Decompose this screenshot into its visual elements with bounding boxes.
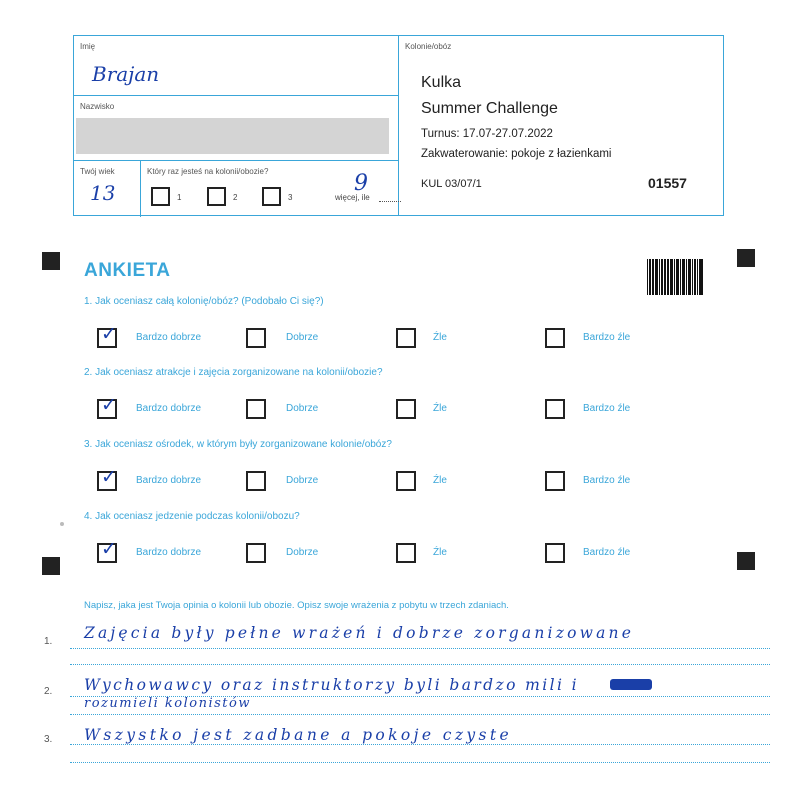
q1-option-2-label: Dobrze — [286, 332, 319, 343]
q1-option-3-label: Źle — [433, 332, 447, 343]
q2-option-1-label: Bardzo dobrze — [136, 403, 202, 414]
q2-option-3-checkbox[interactable] — [396, 399, 416, 419]
barcode-bar — [680, 259, 681, 295]
q1-option-1-label: Bardzo dobrze — [136, 332, 202, 343]
barcode-bar — [649, 259, 651, 295]
barcode-bar — [665, 259, 666, 295]
q1-option-4-label: Bardzo źle — [583, 332, 631, 343]
camp-label: Kolonie/obóz — [405, 42, 452, 51]
answer-text-2b[interactable]: rozumieli kolonistów — [84, 696, 251, 711]
registration-marker-bottom-left — [42, 557, 60, 575]
question-4-text: 4. Jak oceniasz jedzenie podczas kolonii/obozu? — [84, 511, 300, 522]
opinion-prompt: Napisz, jaka jest Twoja opinia o kolonii lub obozie. Opisz swoje wrażenia z pobytu w trzech zdaniach. — [84, 600, 509, 611]
q4-option-2-label: Dobrze — [286, 547, 319, 558]
count-checkbox-2[interactable] — [207, 187, 226, 206]
q4-option-4-checkbox[interactable] — [545, 543, 565, 563]
more-label: więcej, ile — [335, 193, 370, 202]
answer-line-2b — [70, 714, 770, 715]
barcode-bar — [677, 259, 679, 295]
camp-info-section — [399, 36, 723, 215]
q1-option-3-checkbox[interactable] — [396, 328, 416, 348]
barcode-bar — [664, 259, 665, 295]
barcode-bar — [653, 259, 654, 295]
age-value[interactable]: 13 — [90, 181, 116, 205]
camp-name: Kulka — [421, 74, 462, 91]
count-option-3-label: 3 — [288, 193, 293, 202]
answer-text-2[interactable]: Wychowawcy oraz instruktorzy byli bardzo mili i — [84, 676, 579, 694]
registration-marker-top-left — [42, 252, 60, 270]
survey-title: ANKIETA — [84, 260, 171, 281]
last-name-label: Nazwisko — [80, 102, 115, 111]
q1-option-4-checkbox[interactable] — [545, 328, 565, 348]
q4-option-4-label: Bardzo źle — [583, 547, 631, 558]
q1-option-1-checkbox[interactable] — [97, 323, 117, 348]
scan-speck — [60, 522, 64, 526]
barcode-bar — [655, 259, 658, 295]
q4-option-1-checkbox[interactable] — [97, 538, 117, 563]
barcode-bar — [700, 259, 703, 295]
q3-option-3-checkbox[interactable] — [396, 471, 416, 491]
q3-option-2-checkbox[interactable] — [246, 471, 266, 491]
q1-option-2-checkbox[interactable] — [246, 328, 266, 348]
personal-info-section — [74, 36, 399, 215]
q3-option-4-checkbox[interactable] — [545, 471, 565, 491]
accommodation-info: Zakwaterowanie: pokoje z łazienkami — [421, 148, 612, 160]
check-mark-icon: ✓ — [101, 466, 117, 488]
header-box — [73, 35, 724, 216]
registration-marker-top-right — [737, 249, 755, 267]
line-number-2: 2. — [44, 686, 53, 697]
barcode-bar — [692, 259, 693, 295]
q4-option-2-checkbox[interactable] — [246, 543, 266, 563]
barcode-bar — [652, 259, 653, 295]
age-cell — [74, 160, 141, 217]
barcode-bar — [688, 259, 689, 295]
barcode-bar — [682, 259, 685, 295]
barcode-bar — [670, 259, 673, 295]
q2-option-4-checkbox[interactable] — [545, 399, 565, 419]
question-1-text: 1. Jak oceniasz całą kolonię/obóz? (Podobało Ci się?) — [84, 296, 324, 307]
question-2-text: 2. Jak oceniasz atrakcje i zajęcia zorganizowane na kolonii/obozie? — [84, 367, 383, 378]
visit-count-cell — [141, 160, 399, 217]
barcode-bar — [661, 259, 663, 295]
age-label: Twój wiek — [80, 167, 115, 176]
first-name-label: Imię — [80, 42, 96, 51]
q2-option-3-label: Źle — [433, 403, 447, 414]
first-name-cell — [74, 36, 398, 96]
q3-option-3-label: Źle — [433, 475, 447, 486]
answer-line-3 — [70, 744, 770, 745]
more-value[interactable]: 9 — [354, 171, 368, 196]
registration-marker-bottom-right — [737, 552, 755, 570]
barcode — [647, 259, 703, 295]
barcode-bar — [667, 259, 669, 295]
q4-option-1-label: Bardzo dobrze — [136, 547, 202, 558]
barcode-bar — [686, 259, 687, 295]
q2-option-4-label: Bardzo źle — [583, 403, 631, 414]
last-name-redaction — [76, 118, 389, 154]
crossed-out-word — [610, 679, 652, 690]
line-number-1: 1. — [44, 636, 53, 647]
barcode-bar — [699, 259, 700, 295]
line-number-3: 3. — [44, 734, 53, 745]
answer-text-3[interactable]: Wszystko jest zadbane a pokoje czyste — [84, 726, 513, 744]
more-dotted-line — [379, 201, 401, 202]
check-mark-icon: ✓ — [101, 323, 117, 345]
visit-count-label: Który raz jesteś na kolonii/obozie? — [147, 167, 269, 176]
barcode-bar — [697, 259, 698, 295]
count-option-1-label: 1 — [177, 193, 182, 202]
count-checkbox-3[interactable] — [262, 187, 281, 206]
q2-option-1-checkbox[interactable] — [97, 394, 117, 419]
answer-line-1b — [70, 664, 770, 665]
check-mark-icon: ✓ — [101, 538, 117, 560]
count-checkbox-1[interactable] — [151, 187, 170, 206]
count-option-2-label: 2 — [233, 193, 238, 202]
q4-option-3-label: Źle — [433, 547, 447, 558]
barcode-bar — [694, 259, 696, 295]
camp-subtitle: Summer Challenge — [421, 100, 558, 117]
q2-option-2-checkbox[interactable] — [246, 399, 266, 419]
check-mark-icon: ✓ — [101, 394, 117, 416]
barcode-bar — [659, 259, 660, 295]
first-name-value[interactable]: Brajan — [92, 62, 160, 86]
form-number: 01557 — [648, 175, 687, 191]
answer-line-3b — [70, 762, 770, 763]
q4-option-3-checkbox[interactable] — [396, 543, 416, 563]
q3-option-4-label: Bardzo źle — [583, 475, 631, 486]
q3-option-2-label: Dobrze — [286, 475, 319, 486]
q3-option-1-checkbox[interactable] — [97, 466, 117, 491]
turnus-dates: Turnus: 17.07-27.07.2022 — [421, 128, 553, 140]
barcode-bar — [674, 259, 675, 295]
q3-option-1-label: Bardzo dobrze — [136, 475, 202, 486]
barcode-bar — [676, 259, 677, 295]
barcode-bar — [647, 259, 648, 295]
answer-text-1[interactable]: Zajęcia były pełne wrażeń i dobrze zorganizowane — [84, 624, 635, 642]
barcode-bar — [689, 259, 691, 295]
camp-code: KUL 03/07/1 — [421, 178, 482, 190]
q2-option-2-label: Dobrze — [286, 403, 319, 414]
question-3-text: 3. Jak oceniasz ośrodek, w którym były zorganizowane kolonie/obóz? — [84, 439, 392, 450]
answer-line-1 — [70, 648, 770, 649]
